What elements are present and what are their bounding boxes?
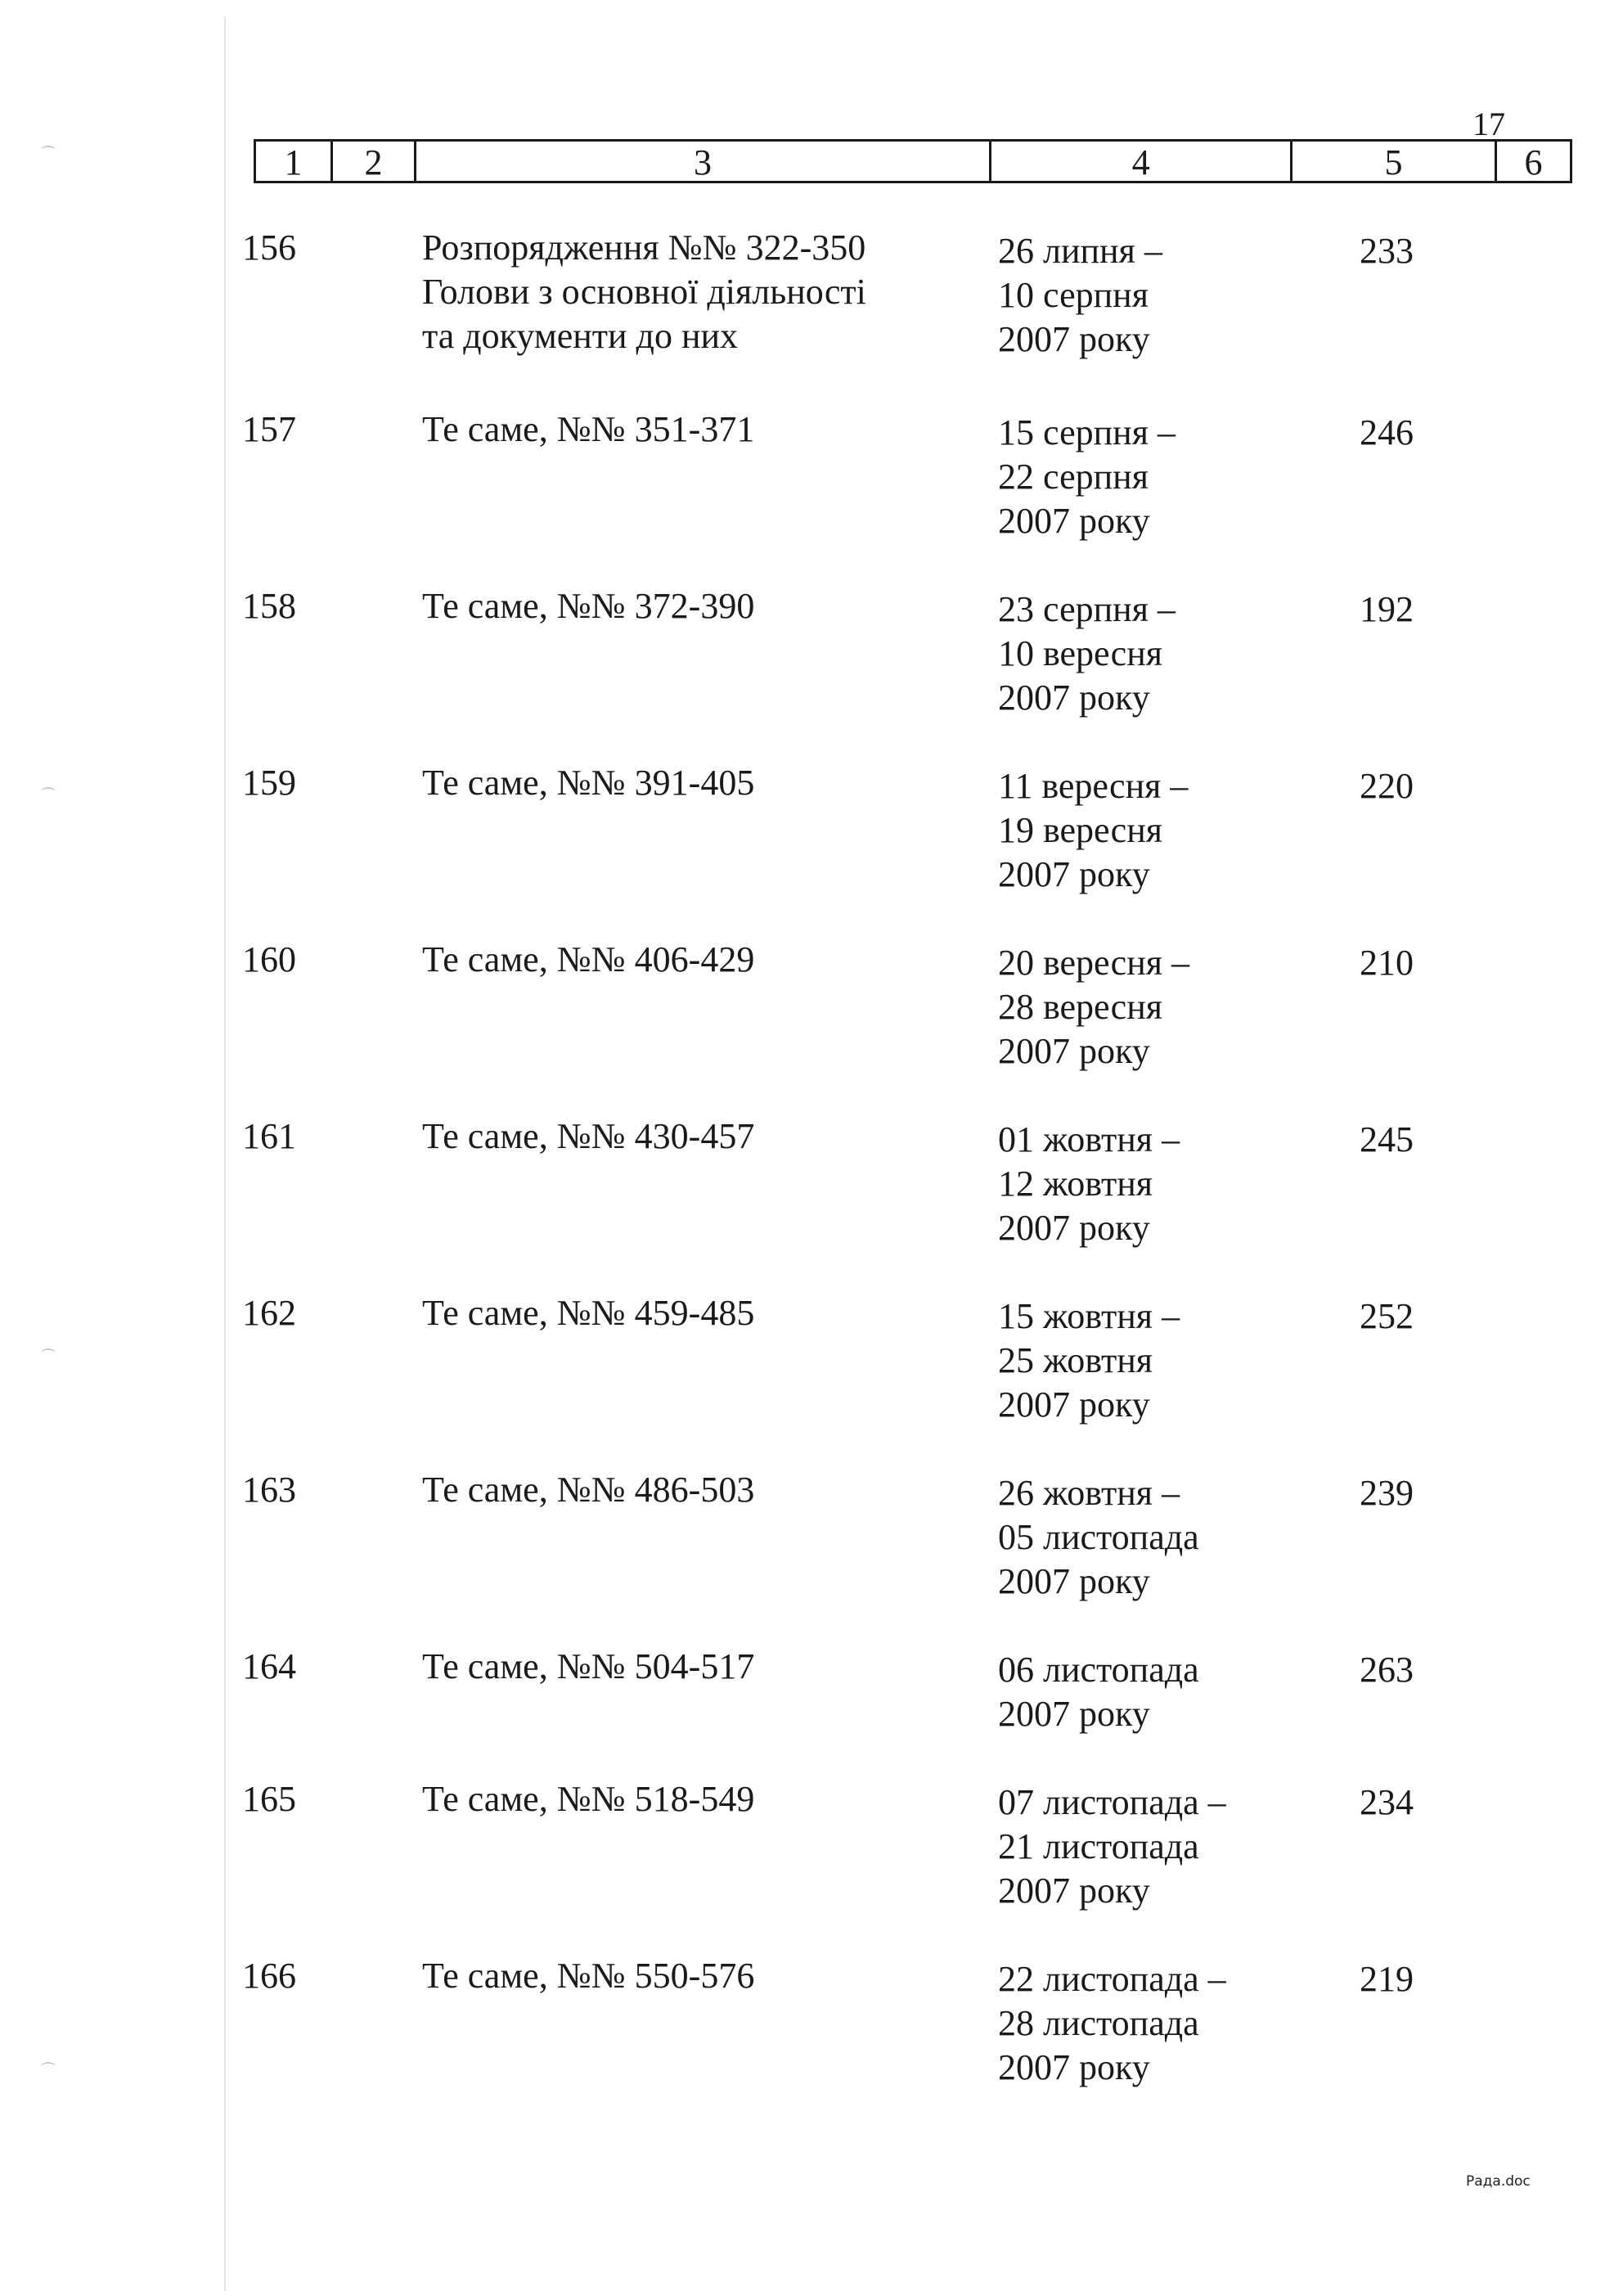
- column-header-4: 4: [991, 141, 1292, 182]
- record-page-count: 252: [1360, 1296, 1414, 1336]
- record-title: Те саме, №№ 550-576: [422, 1956, 755, 1996]
- record-number: 160: [242, 939, 296, 979]
- punch-hole-mark: [41, 1348, 56, 1358]
- record-number: 157: [242, 409, 296, 449]
- column-header-1: 1: [255, 141, 332, 182]
- record-page-count: 246: [1360, 412, 1414, 452]
- record-number: 166: [242, 1956, 296, 1996]
- record-title: Розпорядження №№ 322-350 Голови з основної діяльності та документи до них: [422, 227, 866, 356]
- record-dates: 11 вересня – 19 вересня 2007 року: [998, 766, 1189, 894]
- record-dates: 07 листопада – 21 листопада 2007 року: [998, 1782, 1226, 1911]
- record-page-count: 245: [1360, 1119, 1414, 1159]
- record-page-count: 219: [1360, 1959, 1414, 1999]
- record-page-count: 210: [1360, 943, 1414, 983]
- record-dates: 23 серпня – 10 вересня 2007 року: [998, 589, 1176, 718]
- record-dates: 15 серпня – 22 серпня 2007 року: [998, 412, 1176, 541]
- page-number: 17: [1472, 106, 1505, 142]
- record-dates: 26 жовтня – 05 листопада 2007 року: [998, 1473, 1199, 1601]
- record-dates: 06 листопада 2007 року: [998, 1650, 1199, 1734]
- record-number: 158: [242, 586, 296, 626]
- record-dates: 20 вересня – 28 вересня 2007 року: [998, 943, 1189, 1071]
- column-header-5: 5: [1292, 141, 1496, 182]
- record-title: Те саме, №№ 372-390: [422, 586, 755, 626]
- punch-hole-mark: [41, 146, 56, 155]
- record-page-count: 233: [1360, 231, 1414, 271]
- page-margin-line: [224, 16, 226, 2291]
- record-dates: 01 жовтня – 12 жовтня 2007 року: [998, 1119, 1180, 1248]
- record-title: Те саме, №№ 391-405: [422, 763, 755, 803]
- record-number: 156: [242, 227, 296, 268]
- record-number: 161: [242, 1116, 296, 1156]
- record-dates: 26 липня – 10 серпня 2007 року: [998, 231, 1162, 359]
- record-dates: 22 листопада – 28 листопада 2007 року: [998, 1959, 1226, 2087]
- record-dates: 15 жовтня – 25 жовтня 2007 року: [998, 1296, 1180, 1425]
- record-page-count: 234: [1360, 1782, 1414, 1822]
- record-title: Те саме, №№ 518-549: [422, 1779, 755, 1819]
- record-title: Те саме, №№ 430-457: [422, 1116, 755, 1156]
- record-title: Те саме, №№ 351-371: [422, 409, 755, 449]
- record-number: 162: [242, 1293, 296, 1333]
- punch-hole-mark: [41, 2062, 56, 2072]
- column-header-2: 2: [332, 141, 416, 182]
- record-number: 164: [242, 1646, 296, 1686]
- record-title: Те саме, №№ 459-485: [422, 1293, 755, 1333]
- footer-filename: Рада.doc: [1466, 2173, 1531, 2190]
- record-number: 165: [242, 1779, 296, 1819]
- record-title: Те саме, №№ 406-429: [422, 939, 755, 979]
- record-title: Те саме, №№ 504-517: [422, 1646, 755, 1686]
- record-page-count: 263: [1360, 1650, 1414, 1690]
- record-number: 159: [242, 763, 296, 803]
- column-header-3: 3: [415, 141, 990, 182]
- record-page-count: 239: [1360, 1473, 1414, 1513]
- record-page-count: 192: [1360, 589, 1414, 629]
- record-title: Те саме, №№ 486-503: [422, 1470, 755, 1510]
- record-number: 163: [242, 1470, 296, 1510]
- column-header-6: 6: [1495, 141, 1571, 182]
- column-header-table: [254, 139, 1572, 183]
- record-page-count: 220: [1360, 766, 1414, 806]
- punch-hole-mark: [41, 787, 56, 797]
